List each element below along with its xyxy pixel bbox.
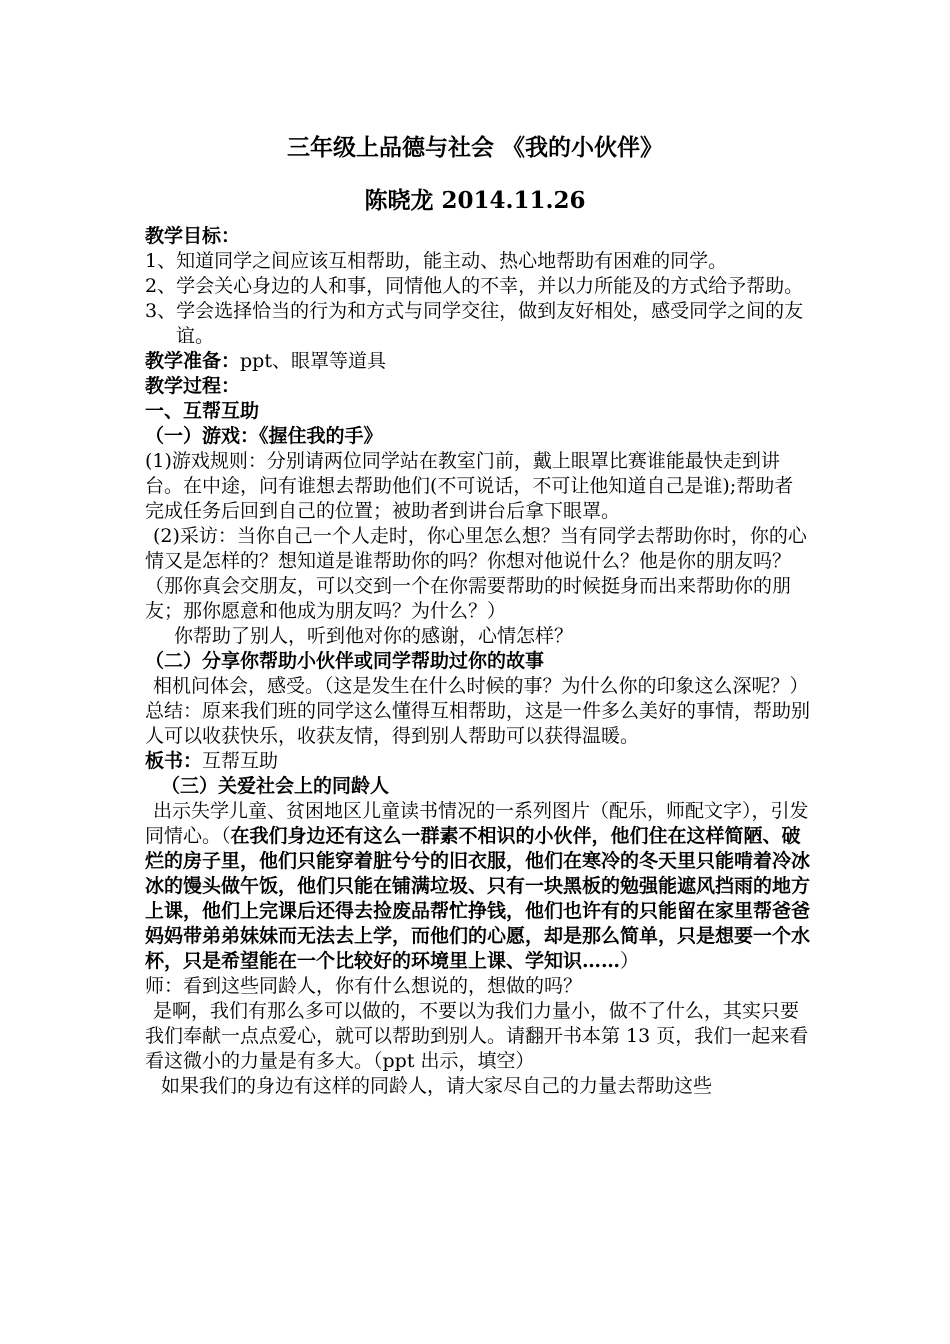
goal-3: 3、学会选择恰当的行为和方式与同学交往，做到友好相处，感受同学之间的友谊。 xyxy=(145,300,804,347)
teacher-question: 师：看到这些同龄人，你有什么想说的，想做的吗？ xyxy=(145,975,583,997)
part1-heading: 一、互帮互助 xyxy=(145,400,260,422)
document-body xyxy=(145,224,810,1099)
summary: 总结：原来我们班的同学这么懂得互相帮助，这是一件多么美好的事情，帮助别人可以收获快乐，收获友情，得到别人帮助可以获得温暖。 xyxy=(145,700,811,747)
document-title: 三年级上品德与社会 《我的小伙伴》 xyxy=(286,134,663,161)
interview: (2)采访：当你自己一个人走时，你心里怎么想？当有同学去帮助你时，你的心情又是怎样的？想知道是谁帮助你的吗？你想对他说什么？他是你的朋友吗？（那你真会交朋友，可以交到一个在你需要帮助的时候挺身而出来帮助你的朋友；那你愿意和他成为朋友吗？为什么？） xyxy=(145,525,807,622)
game-rules: (1)游戏规则：分别请两位同学站在教室门前，戴上眼罩比赛谁能最快走到讲台。在中途，问有谁想去帮助他们(不可说话，不可让他知道自己是谁);帮助者完成任务后回到自己的位置；被助者到讲台后拿下眼罩。 xyxy=(145,450,794,522)
show-pictures xyxy=(145,799,810,974)
goal-1: 1、知道同学之间应该互相帮助，能主动、热心地帮助有困难的同学。 xyxy=(145,250,728,272)
sub1-heading: （一）游戏：《握住我的手》 xyxy=(145,425,383,447)
show-text: 出示失学儿童、贫困地区儿童读书情况的一系列图片（配乐，师配文字），引发同情心。（ xyxy=(145,800,809,847)
helped-question: 你帮助了别人，听到他对你的感谢，心情怎样？ xyxy=(174,625,574,647)
board-text: 互帮互助 xyxy=(202,750,279,772)
preparation xyxy=(145,349,810,374)
goal-2: 2、学会关心身边的人和事，同情他人的不幸，并以力所能及的方式给予帮助。 xyxy=(145,275,804,297)
preparation-label: 教学准备： xyxy=(145,350,241,372)
process-heading: 教学过程： xyxy=(145,375,241,397)
show-end: ） xyxy=(620,950,640,972)
sub2-heading: （二）分享你帮助小伙伴或同学帮助过你的故事 xyxy=(145,650,545,672)
goals-heading: 教学目标： xyxy=(145,225,241,247)
board-label: 板书： xyxy=(145,750,203,772)
last-line: 如果我们的身边有这样的同龄人，请大家尽自己的力量去帮助这些 xyxy=(161,1075,713,1097)
preparation-text: ppt、眼罩等道具 xyxy=(240,350,386,372)
teacher-answer: 是啊，我们有那么多可以做的，不要以为我们力量小，做不了什么，其实只要我们奉献一点点爱心，就可以帮助到别人。请翻开书本第 13 页，我们一起来看看这微小的力量是有多大。（ppt 出示，填空） xyxy=(145,1000,809,1072)
share-text: 相机问体会，感受。（这是发生在什么时候的事？为什么你的印象这么深呢？） xyxy=(153,675,809,697)
sub3-heading: （三）关爱社会上的同龄人 xyxy=(161,775,390,797)
board-writing xyxy=(145,749,810,774)
show-bold: 在我们身边还有这么一群素不相识的小伙伴，他们住在这样简陋、破烂的房子里，他们只能穿着脏兮兮的旧衣服，他们在寒冷的冬天里只能啃着冷冰冰的馒头做午饭，他们只能在铺满垃圾、只有一块黑板的勉强能遮风挡雨的地方上课，他们上完课后还得去捡废品帮忙挣钱，他们也许有的只能留在家里帮爸爸妈妈带弟弟妹妹而无法去上学，而他们的心愿，却是那么简单，只是想要一个水杯，只是希望能在一个比较好的环境里上课、学知识…… xyxy=(145,825,811,972)
author-date: 陈晓龙 2014.11.26 xyxy=(364,187,586,214)
